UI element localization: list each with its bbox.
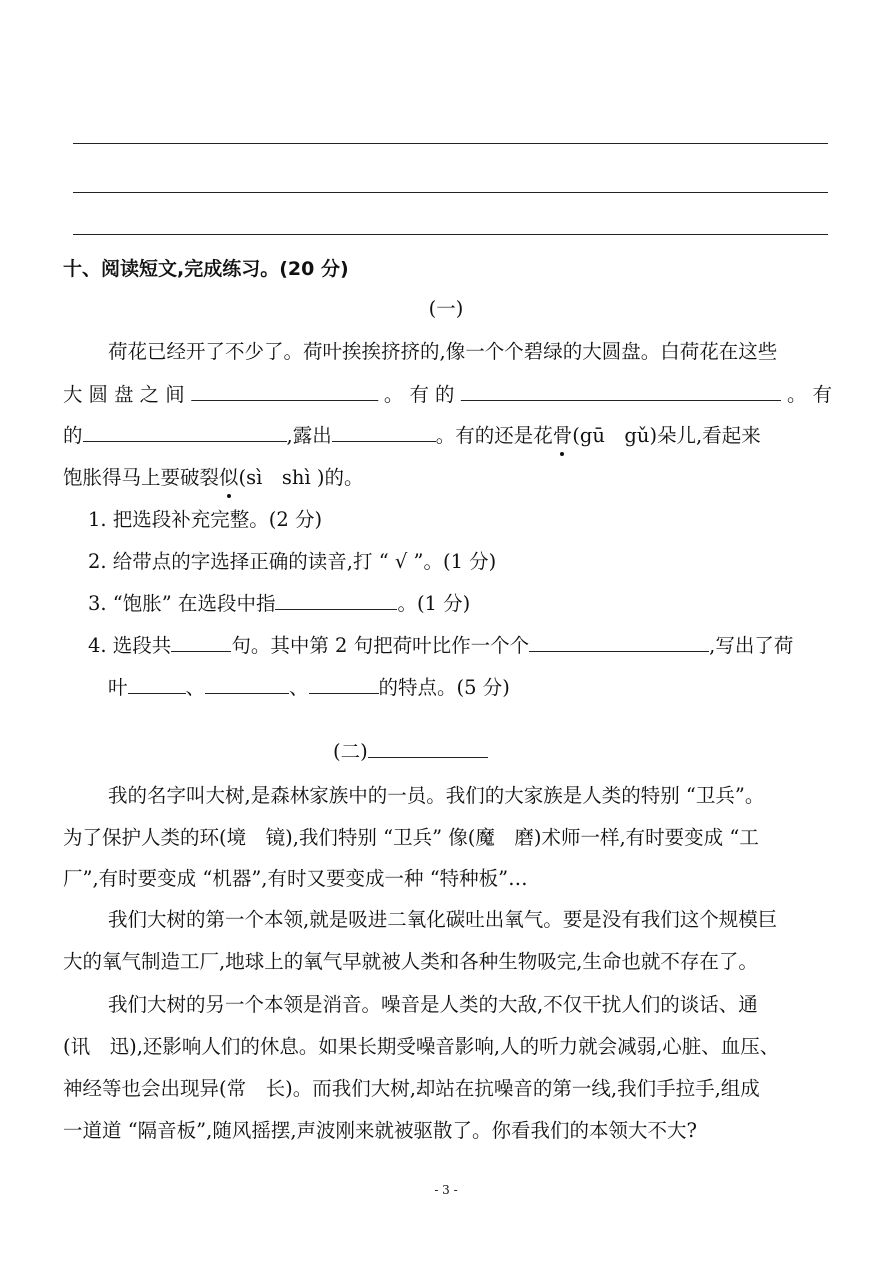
text: 、 — [289, 676, 309, 699]
question-4 — [88, 631, 793, 661]
passage-two-line-5: 大的氧气制造工厂,地球上的氧气早就被人类和各种生物吸完,生命也就不存在了。 — [63, 950, 758, 973]
fill-blank-q4-count[interactable] — [171, 631, 231, 652]
text: 饱胀得马上要破裂 — [63, 466, 220, 489]
text: 。 有 的 — [383, 383, 455, 406]
text: 的 — [63, 424, 83, 447]
passage-one-line-1 — [108, 337, 777, 367]
passage-two-line-1: 我的名字叫大树,是森林家族中的一员。我们的大家族是人类的特别 “卫兵”。 — [108, 784, 765, 807]
text: 4. 选段共 — [88, 634, 172, 657]
question-3 — [88, 589, 470, 619]
answer-line-2 — [73, 192, 828, 193]
text: ,露出 — [286, 424, 332, 447]
text: (gū gǔ)朵儿,看起来 — [572, 424, 761, 447]
dotted-char-gu: 骨 — [553, 421, 573, 451]
text: 叶 — [108, 676, 128, 699]
passage-one-line-2 — [63, 380, 832, 410]
passage-two-line-3: 厂”,有时要变成 “机器”,有时又要变成一种 “特种板”… — [63, 867, 528, 890]
passage-one-label: (一) — [428, 297, 464, 320]
section-heading: 十、阅读短文,完成练习。(20 分) — [63, 258, 349, 280]
passage-two-line-7: (讯 迅),还影响人们的休息。如果长期受噪音影响,人的听力就会减弱,心脏、血压、 — [63, 1035, 780, 1058]
text: 、 — [185, 676, 206, 699]
question-1: 1. 把选段补充完整。(2 分) — [88, 508, 323, 531]
dotted-char-si: 似 — [219, 463, 239, 493]
passage-one-line-3 — [63, 421, 761, 451]
text: ,写出了荷 — [709, 634, 794, 657]
answer-line-3 — [73, 234, 828, 235]
fill-blank-q4-trait-2[interactable] — [205, 673, 289, 694]
passage-two-line-2: 为了保护人类的环(境 镜),我们特别 “卫兵” 像(魔 磨)术师一样,有时要变成 “工 — [63, 826, 759, 849]
text: (二) — [333, 740, 368, 763]
passage-two-line-8: 神经等也会出现异(常 长)。而我们大树,却站在抗噪音的第一线,我们手拉手,组成 — [63, 1077, 760, 1100]
passage-two-line-9: 一道道 “隔音板”,随风摇摆,声波刚来就被驱散了。你看我们的本领大不大? — [63, 1119, 697, 1142]
text: 。(1 分) — [397, 592, 471, 615]
fill-blank-4[interactable] — [332, 421, 436, 442]
text: (sì shì )的。 — [238, 466, 364, 489]
text: 大 圆 盘 之 间 — [63, 383, 185, 406]
fill-blank-q3[interactable] — [275, 589, 397, 610]
text: 。 有 — [787, 383, 832, 406]
passage-one-line-4 — [63, 463, 364, 493]
fill-blank-1[interactable] — [191, 380, 378, 401]
fill-blank-title[interactable] — [368, 737, 488, 758]
fill-blank-3[interactable] — [83, 421, 287, 442]
text: 句。其中第 2 句把荷叶比作一个个 — [231, 634, 530, 657]
fill-blank-q4-trait-3[interactable] — [309, 673, 379, 694]
fill-blank-q4-trait-1[interactable] — [128, 673, 186, 694]
page-number: - 3 - — [434, 1183, 458, 1197]
text: 3. “饱胀” 在选段中指 — [88, 592, 276, 615]
question-4-continued — [108, 673, 510, 703]
text: 。有的还是花 — [435, 424, 553, 447]
question-2: 2. 给带点的字选择正确的读音,打 “ √ ”。(1 分) — [88, 550, 497, 573]
text: 荷花已经开了不少了。荷叶挨挨挤挤的,像一个个碧绿的大圆盘。白荷花在这些 — [108, 340, 778, 363]
passage-two-line-4: 我们大树的第一个本领,就是吸进二氧化碳吐出氧气。要是没有我们这个规模巨 — [108, 908, 778, 931]
fill-blank-q4-metaphor[interactable] — [529, 631, 709, 652]
answer-line-1 — [73, 143, 828, 144]
passage-two-label — [333, 737, 488, 767]
passage-two-line-6: 我们大树的另一个本领是消音。噪音是人类的大敌,不仅干扰人们的谈话、通 — [108, 993, 758, 1016]
text: 的特点。(5 分) — [378, 676, 510, 699]
fill-blank-2[interactable] — [461, 380, 781, 401]
